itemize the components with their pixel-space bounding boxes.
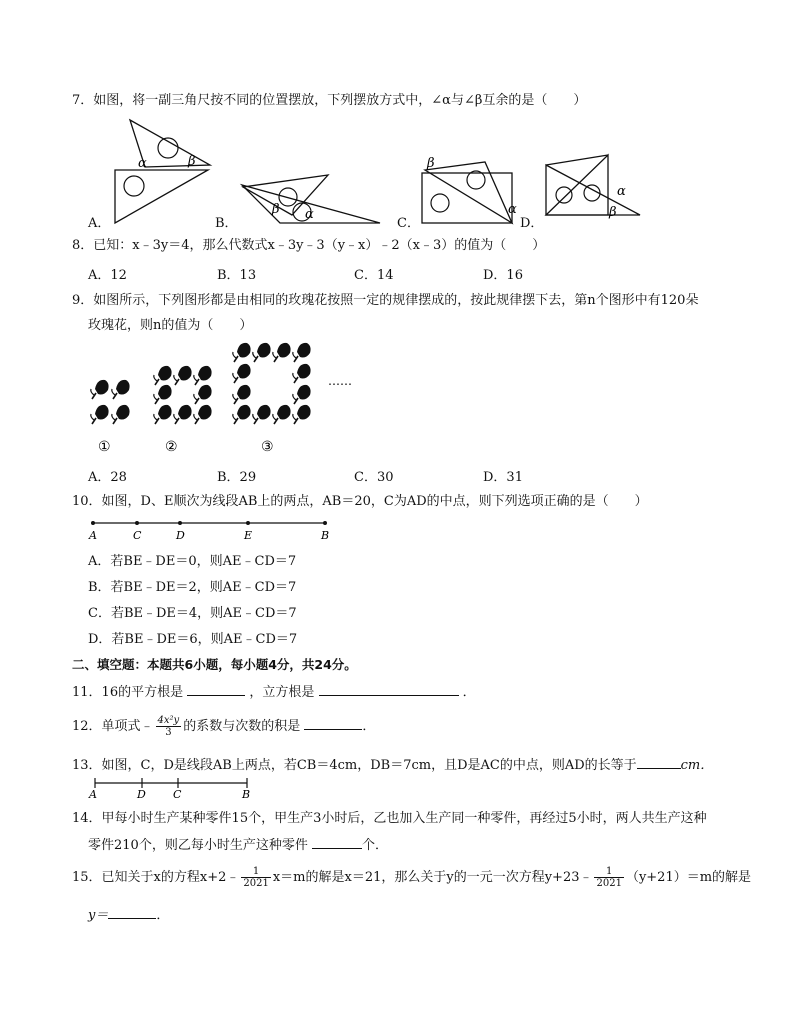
q13-unit: cm． [680, 758, 714, 773]
q13 [72, 755, 713, 775]
q9-ellipsis: …… [328, 374, 352, 388]
q7b-beta: β [272, 202, 280, 217]
q10-stem: 10．如图，D、E顺次为线段AB上的两点，AB＝20，C为AD的中点，则下列选项正确的是（ ） [72, 494, 648, 509]
q7-option-c: C． [397, 216, 420, 231]
q9-stem-line2: 玫瑰花，则n的值为（ ） [88, 318, 253, 333]
q9-rose-patterns [80, 338, 380, 456]
q11-blank-2 [319, 682, 459, 696]
q12-text-a: 12．单项式﹣ [72, 719, 154, 734]
q10-option-c: C．若BE﹣DE＝4，则AE﹣CD＝7 [88, 606, 297, 621]
q10-option-b: B．若BE﹣DE＝2，则AE﹣CD＝7 [88, 580, 297, 595]
q11-text-end: ． [462, 685, 476, 700]
q7a-beta: β [188, 154, 196, 169]
q9-option-a: A．28 [88, 470, 127, 485]
q10-point-b: B [321, 529, 330, 542]
q7-option-b: B． [215, 216, 238, 231]
q10-point-c: C [133, 529, 142, 542]
q10-option-a: A．若BE﹣DE＝0，则AE﹣CD＝7 [88, 554, 297, 569]
q9-label-3: ③ [261, 439, 274, 455]
q12 [72, 715, 375, 738]
q9-stem-line1: 9．如图所示，下列图形都是由相同的玫瑰花按照一定的规律摆成的，按此规律摆下去，第n个图形中有120朵 [72, 293, 699, 308]
q15-fraction-1: $\frac{1}{2021}$ [243, 866, 269, 889]
q7b-alpha: α [305, 207, 314, 222]
q12-text-end: ． [362, 719, 376, 734]
q7-figure-d [546, 155, 640, 220]
q7d-alpha: α [617, 184, 626, 199]
q8-option-a: A．12 [88, 268, 127, 283]
q15-fraction-2: $\frac{1}{2021}$ [596, 866, 622, 889]
q11-text-b: ，立方根是 [249, 685, 315, 700]
q13-point-a: A [89, 788, 97, 801]
q7-figure-b [242, 175, 380, 223]
q7-option-d: D． [520, 216, 544, 231]
q13-point-b: B [242, 788, 251, 801]
q13-point-d: D [137, 788, 146, 801]
q7d-beta: β [609, 205, 617, 220]
q10-point-d: D [176, 529, 185, 542]
q9-pattern-1 [91, 380, 130, 424]
q9-option-b: B．29 [217, 470, 257, 485]
q9-option-d: D．31 [483, 470, 523, 485]
q13-line-figure [85, 775, 265, 801]
q9-option-c: C．30 [354, 470, 394, 485]
q11-text-a: 11．16的平方根是 [72, 685, 184, 700]
q7a-alpha: α [138, 156, 147, 171]
q7c-alpha: α [508, 202, 517, 217]
q13-point-c: C [173, 788, 182, 801]
q11 [72, 682, 476, 702]
q7-option-a: A． [88, 216, 111, 231]
q7-figures [80, 115, 650, 230]
q15-line2: y＝ ． [88, 905, 169, 925]
q7-figure-c [422, 156, 517, 223]
q8-option-b: B．13 [217, 268, 257, 283]
q12-blank [304, 716, 362, 730]
q7-figure-a [115, 120, 210, 223]
q9-pattern-2 [154, 366, 212, 424]
q10-option-d: D．若BE﹣DE＝6，则AE﹣CD＝7 [88, 632, 298, 647]
q10-line-figure [85, 515, 345, 543]
q9-label-2: ② [165, 439, 178, 455]
q7c-beta: β [427, 156, 435, 171]
q8-stem: 8．已知：x﹣3y＝4，那么代数式x﹣3y﹣3（y﹣x）﹣2（x﹣3）的值为（ ） [72, 238, 546, 253]
q8-option-c: C．14 [354, 268, 394, 283]
q13-blank [637, 755, 681, 769]
section-2-title: 二、填空题：本题共6小题，每小题4分，共24分。 [72, 657, 357, 672]
q9-pattern-3 [233, 343, 311, 424]
q14-line1: 14．甲每小时生产某种零件15个，甲生产3小时后，乙也加入生产同一种零件，再经过5小时，两人共生产这种 [72, 811, 707, 826]
q14-blank [312, 835, 362, 849]
q12-text-b: 的系数与次数的积是 [183, 719, 301, 734]
q15-blank [108, 905, 156, 919]
q15-line1: 15．已知关于x的方程x+2﹣ $\frac{1}{2021}$ x＝m的解是x＝21，那么关于y的一元一次方程y+23﹣ $\frac{1}{2021}$ （y+21）＝m的解是 [72, 866, 752, 889]
q13-text: 13．如图，C，D是线段AB上两点，若CB＝4cm，DB＝7cm，且D是AC的中点，则AD的长等于 [72, 758, 637, 773]
q10-point-a: A [89, 529, 97, 542]
q7-stem: 7．如图，将一副三角尺按不同的位置摆放，下列摆放方式中，∠α与∠β互余的是（ ） [72, 93, 587, 108]
q10-point-e: E [244, 529, 253, 542]
q14-line2: 零件210个，则乙每小时生产这种零件 个． [88, 835, 388, 855]
q12-fraction: $\frac{\text{4x²y}}{3}$ [157, 715, 180, 738]
q8-option-d: D．16 [483, 268, 523, 283]
q9-label-1: ① [98, 439, 111, 455]
q11-blank-1 [187, 682, 245, 696]
